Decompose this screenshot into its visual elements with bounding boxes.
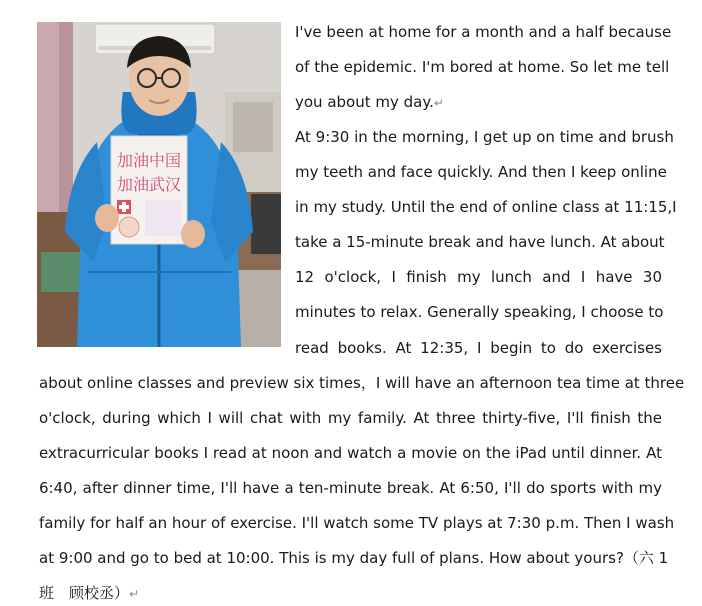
student-photo-image — [37, 22, 281, 347]
text-line-4: At 9:30 in the morning, I get up on time and brush — [295, 128, 674, 146]
text-line-2: of the epidemic. I'm bored at home. So let me tell — [295, 58, 670, 76]
text-line-3-text: you about my day. — [295, 93, 434, 111]
student-photo — [37, 22, 281, 347]
text-line-1: I've been at home for a month and a half because — [295, 23, 672, 41]
text-line-15: family for half an hour of exercise. I'll watch some TV plays at 7:30 p.m. Then I wash — [39, 514, 675, 532]
paragraph-mark-end: ↵ — [129, 587, 140, 601]
text-line-14: 6:40, after dinner time, I'll have a ten-minute break. At 6:50, I'll do sports with my — [39, 479, 662, 497]
text-line-10: read books. At 12:35, I begin to do exercises — [295, 339, 662, 357]
sign-text-line1: 加油中国 — [117, 151, 182, 170]
text-line-5: my teeth and face quickly. And then I keep online — [295, 163, 667, 181]
text-line-12: o'clock, during which I will chat with my family. At three thirty-five, I'll finish the — [39, 409, 662, 427]
text-line-17 — [39, 583, 662, 603]
text-line-6: in my study. Until the end of online class at 11:15,I — [295, 198, 677, 216]
text-line-3 — [295, 92, 662, 112]
text-line-16: at 9:00 and go to bed at 10:00. This is my day full of plans. How about yours?（六 1 — [39, 549, 669, 567]
text-line-11: about online classes and preview six times，I will have an afternoon tea time at three — [39, 374, 685, 392]
text-line-17-text: 班 顾校丞） — [39, 584, 130, 602]
text-line-13: extracurricular books I read at noon and watch a movie on the iPad until dinner. At — [39, 444, 662, 462]
text-line-9: minutes to relax. Generally speaking, I choose to — [295, 303, 664, 321]
text-line-7: take a 15-minute break and have lunch. At about — [295, 233, 665, 251]
text-line-8: 12 o'clock, I finish my lunch and I have 30 — [295, 268, 662, 286]
paragraph-mark: ↵ — [433, 96, 444, 110]
sign-text-line2: 加油武汉 — [117, 175, 182, 194]
